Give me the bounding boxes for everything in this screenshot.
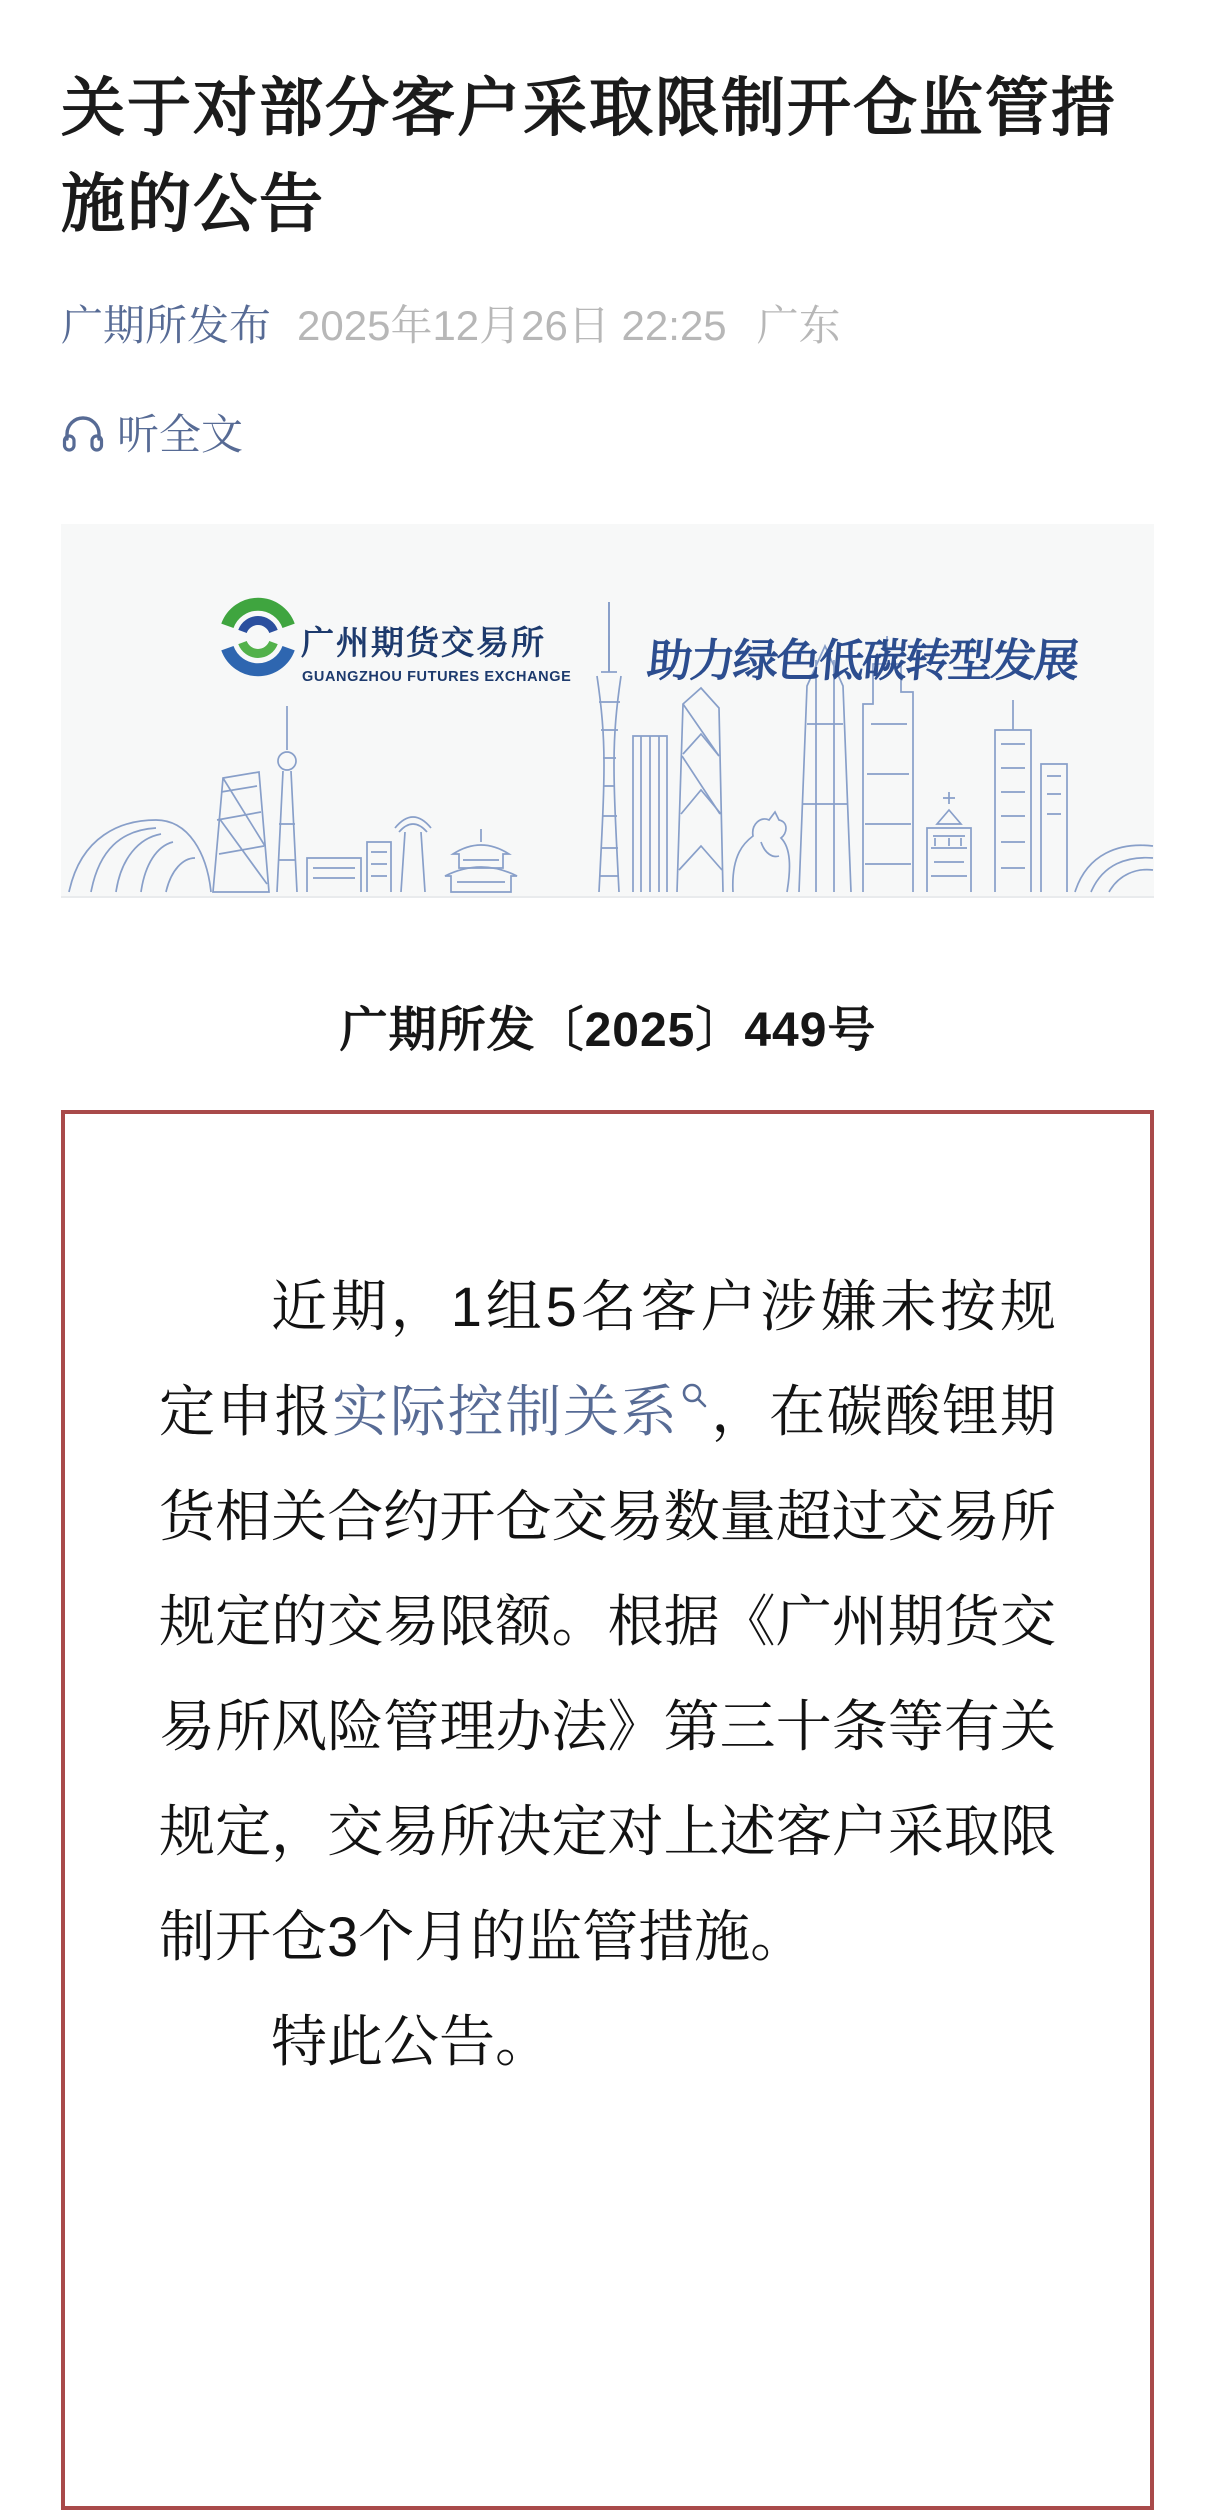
publisher-link[interactable]: 广期所发布 [61,302,272,349]
publish-region: 广东 [756,302,841,349]
notice-box [61,1110,1154,2510]
document-number: 广期所发〔2025〕449号 [339,1004,877,1057]
listen-full-text-button[interactable] [61,402,1155,462]
article-meta [61,302,1155,350]
publish-datetime: 2025年12月26日 22:25 [297,302,727,349]
logo-name-cn: 广州期货交易所 [301,624,546,661]
headphones-icon [61,410,105,454]
notice-text-after-link: ，在碳酸锂期货相关合约开仓交易数量超过交易所规定的交易限额。根据《广州期货交易所风险管理办法》第三十条等有关规定，交易所决定对上述客户采取限制开仓3个月的监管措施。 [159,1380,1057,1968]
gfex-banner-art [61,524,1154,896]
article [0,60,1216,2510]
listen-label: 听全文 [117,411,244,458]
gfex-logo-mark [227,604,288,670]
notice-text-before-link: 近期，1组5名客户涉嫌未按规定申报 [159,1275,1056,1443]
page-title: 关于对部分客户采取限制开仓监管措施的公告 [61,72,1117,240]
notice-paragraph-1 [159,1254,1056,1989]
notice-paragraph-2: 特此公告。 [271,2010,551,2073]
actual-control-relationship-link[interactable]: 实际控制关系 [332,1380,709,1443]
search-sup-icon [681,1382,708,1409]
banner-image [61,524,1154,898]
logo-name-en: GUANGZHOU FUTURES EXCHANGE [302,669,572,685]
banner-slogan: 助力绿色低碳转型发展 [645,635,1080,686]
